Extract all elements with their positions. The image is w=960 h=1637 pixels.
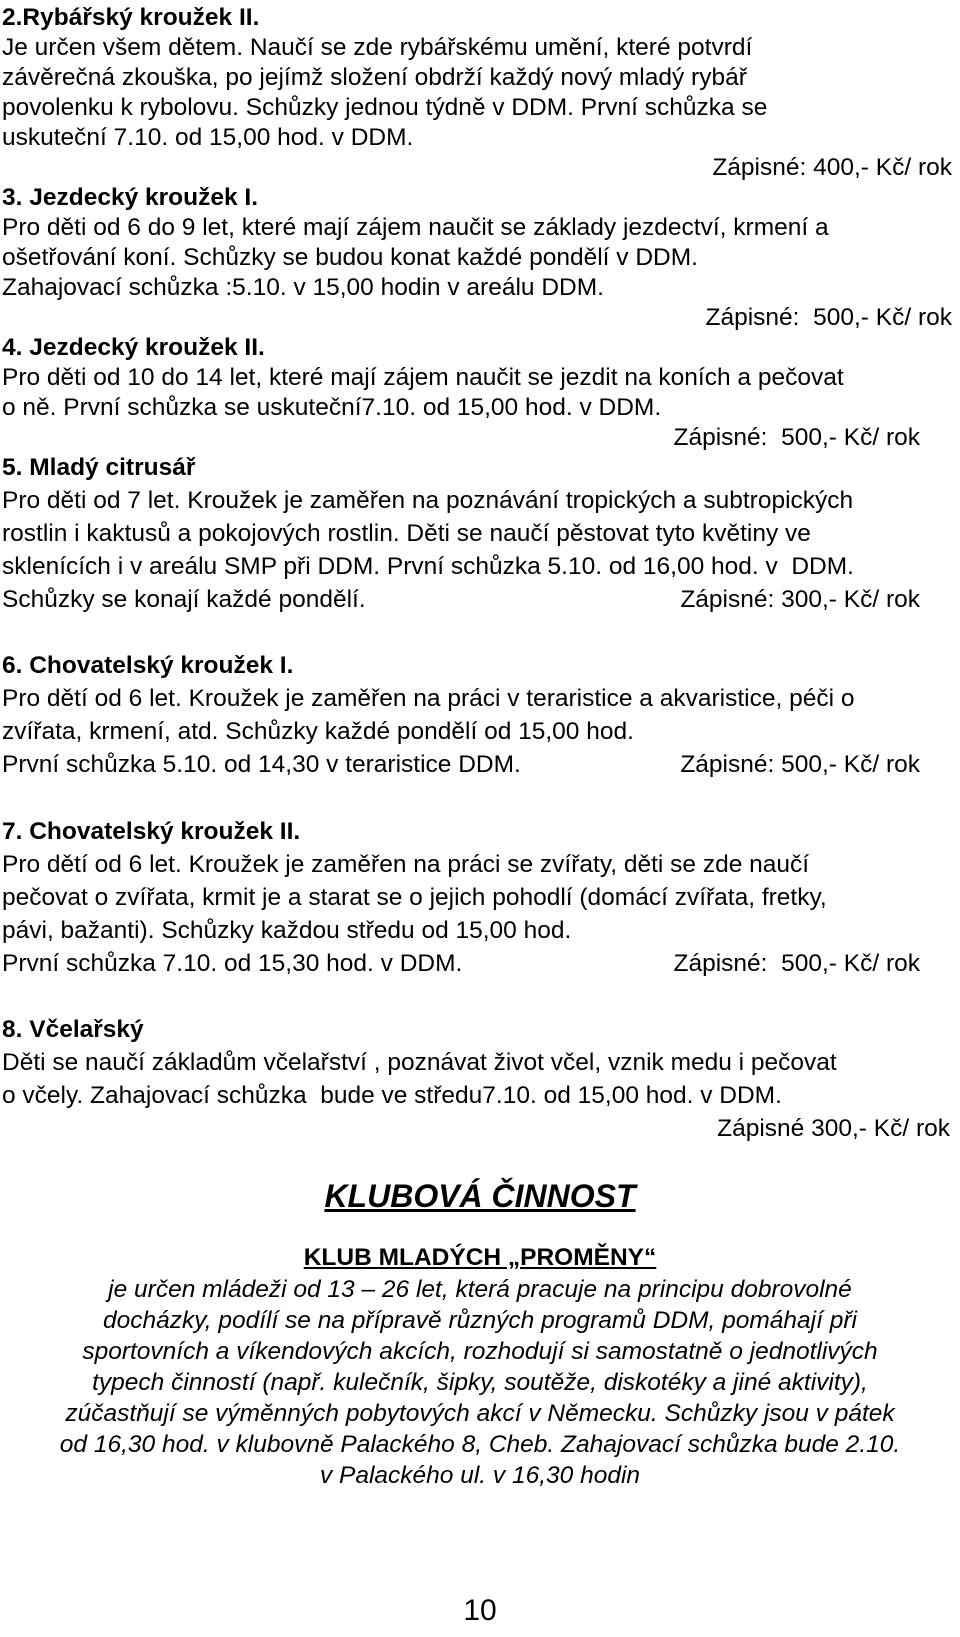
club-line-3: sportovních a víkendových akcích, rozhodují si samostatně o jednotlivých [82,1338,878,1365]
section-heading-7: 7. Chovatelský kroužek II. [2,818,301,845]
section-5-line-1: Pro děti od 7 let. Kroužek je zaměřen na poznávání tropických a subtropických [2,487,854,514]
section-6-line-2: zvířata, krmení, atd. Schůzky každé pondělí od 15,00 hod. [2,718,634,745]
section-8-fee: Zápisné 300,- Kč/ rok [717,1115,950,1142]
section-4-line-2: o ně. První schůzka se uskuteční7.10. od 15,00 hod. v DDM. [2,394,662,421]
section-2-line-1: Je určen všem dětem. Naučí se zde rybářskému umění, které potvrdí [2,34,753,61]
section-7-line-1: Pro dětí od 6 let. Kroužek je zaměřen na práci se zvířaty, děti se zde naučí [2,851,810,878]
section-7-line-2: pečovat o zvířata, krmit je a starat se o jejich pohodlí (domácí zvířata, fretky, [2,884,827,911]
section-7-line-3: pávi, bažanti). Schůzky každou středu od 15,00 hod. [2,917,572,944]
section-5-line-4: Schůzky se konají každé pondělí. [2,586,366,613]
section-3-line-3: Zahajovací schůzka :5.10. v 15,00 hodin v areálu DDM. [2,274,604,301]
section-2-line-4: uskuteční 7.10. od 15,00 hod. v DDM. [2,124,414,151]
section-heading-6: 6. Chovatelský kroužek I. [2,652,294,679]
section-6-line-1: Pro dětí od 6 let. Kroužek je zaměřen na práci v teraristice a akvaristice, péči o [2,685,855,712]
section-heading-2: 2.Rybářský kroužek II. [2,4,260,31]
club-line-6: od 16,30 hod. v klubovně Palackého 8, Cheb. Zahajovací schůzka bude 2.10. [59,1431,901,1458]
section-6-fee: Zápisné: 500,- Kč/ rok [680,751,920,778]
section-8-line-2: o včely. Zahajovací schůzka bude ve středu7.10. od 15,00 hod. v DDM. [2,1082,782,1109]
section-heading-8: 8. Včelařský [2,1016,144,1043]
section-6-line-3: První schůzka 5.10. od 14,30 v teraristice DDM. [2,751,521,778]
club-line-1: je určen mládeži od 13 – 26 let, která pracuje na principu dobrovolné [108,1276,852,1303]
section-4-line-1: Pro děti od 10 do 14 let, které mají zájem naučit se jezdit na koních a pečovat [2,364,844,391]
club-line-5: zúčastňují se výměnných pobytových akcí v Německu. Schůzky jsou v pátek [65,1400,895,1427]
section-2-line-2: závěrečná zkouška, po jejímž složení obdrží každý nový mladý rybář [2,64,747,91]
section-4-fee: Zápisné: 500,- Kč/ rok [673,424,920,451]
section-heading-5: 5. Mladý citrusář [2,454,196,481]
section-heading-3: 3. Jezdecký kroužek I. [2,184,259,211]
section-2-line-3: povolenku k rybolovu. Schůzky jednou týdně v DDM. První schůzka se [2,94,768,121]
section-8-line-1: Děti se naučí základům včelařství , poznávat život včel, vznik medu i pečovat [2,1049,837,1076]
section-7-line-4: První schůzka 7.10. od 15,30 hod. v DDM. [2,950,463,977]
section-5-fee: Zápisné: 300,- Kč/ rok [680,586,920,613]
club-name: KLUB MLADÝCH „PROMĚNY“ [303,1244,657,1271]
section-3-line-2: ošetřování koní. Schůzky se budou konat každé pondělí v DDM. [2,244,698,271]
section-3-line-1: Pro děti od 6 do 9 let, které mají zájem naučit se základy jezdectví, krmení a [2,214,829,241]
club-line-4: typech činností (např. kulečník, šipky, soutěže, diskotéky a jiné aktivity), [92,1369,868,1396]
section-5-line-3: sklenících i v areálu SMP při DDM. První schůzka 5.10. od 16,00 hod. v DDM. [2,553,854,580]
club-line-2: docházky, podílí se na přípravě různých programů DDM, pomáhají při [103,1307,857,1334]
section-5-line-2: rostlin i kaktusů a pokojových rostlin. Děti se naučí pěstovat tyto květiny ve [2,520,811,547]
section-3-fee: Zápisné: 500,- Kč/ rok [705,304,952,331]
page-number: 10 [463,1594,497,1627]
section-heading-4: 4. Jezdecký kroužek II. [2,334,265,361]
section-2-fee: Zápisné: 400,- Kč/ rok [712,154,952,181]
section-7-fee: Zápisné: 500,- Kč/ rok [673,950,920,977]
club-section-title: KLUBOVÁ ČINNOST [324,1178,636,1214]
club-line-7: v Palackého ul. v 16,30 hodin [319,1462,641,1489]
